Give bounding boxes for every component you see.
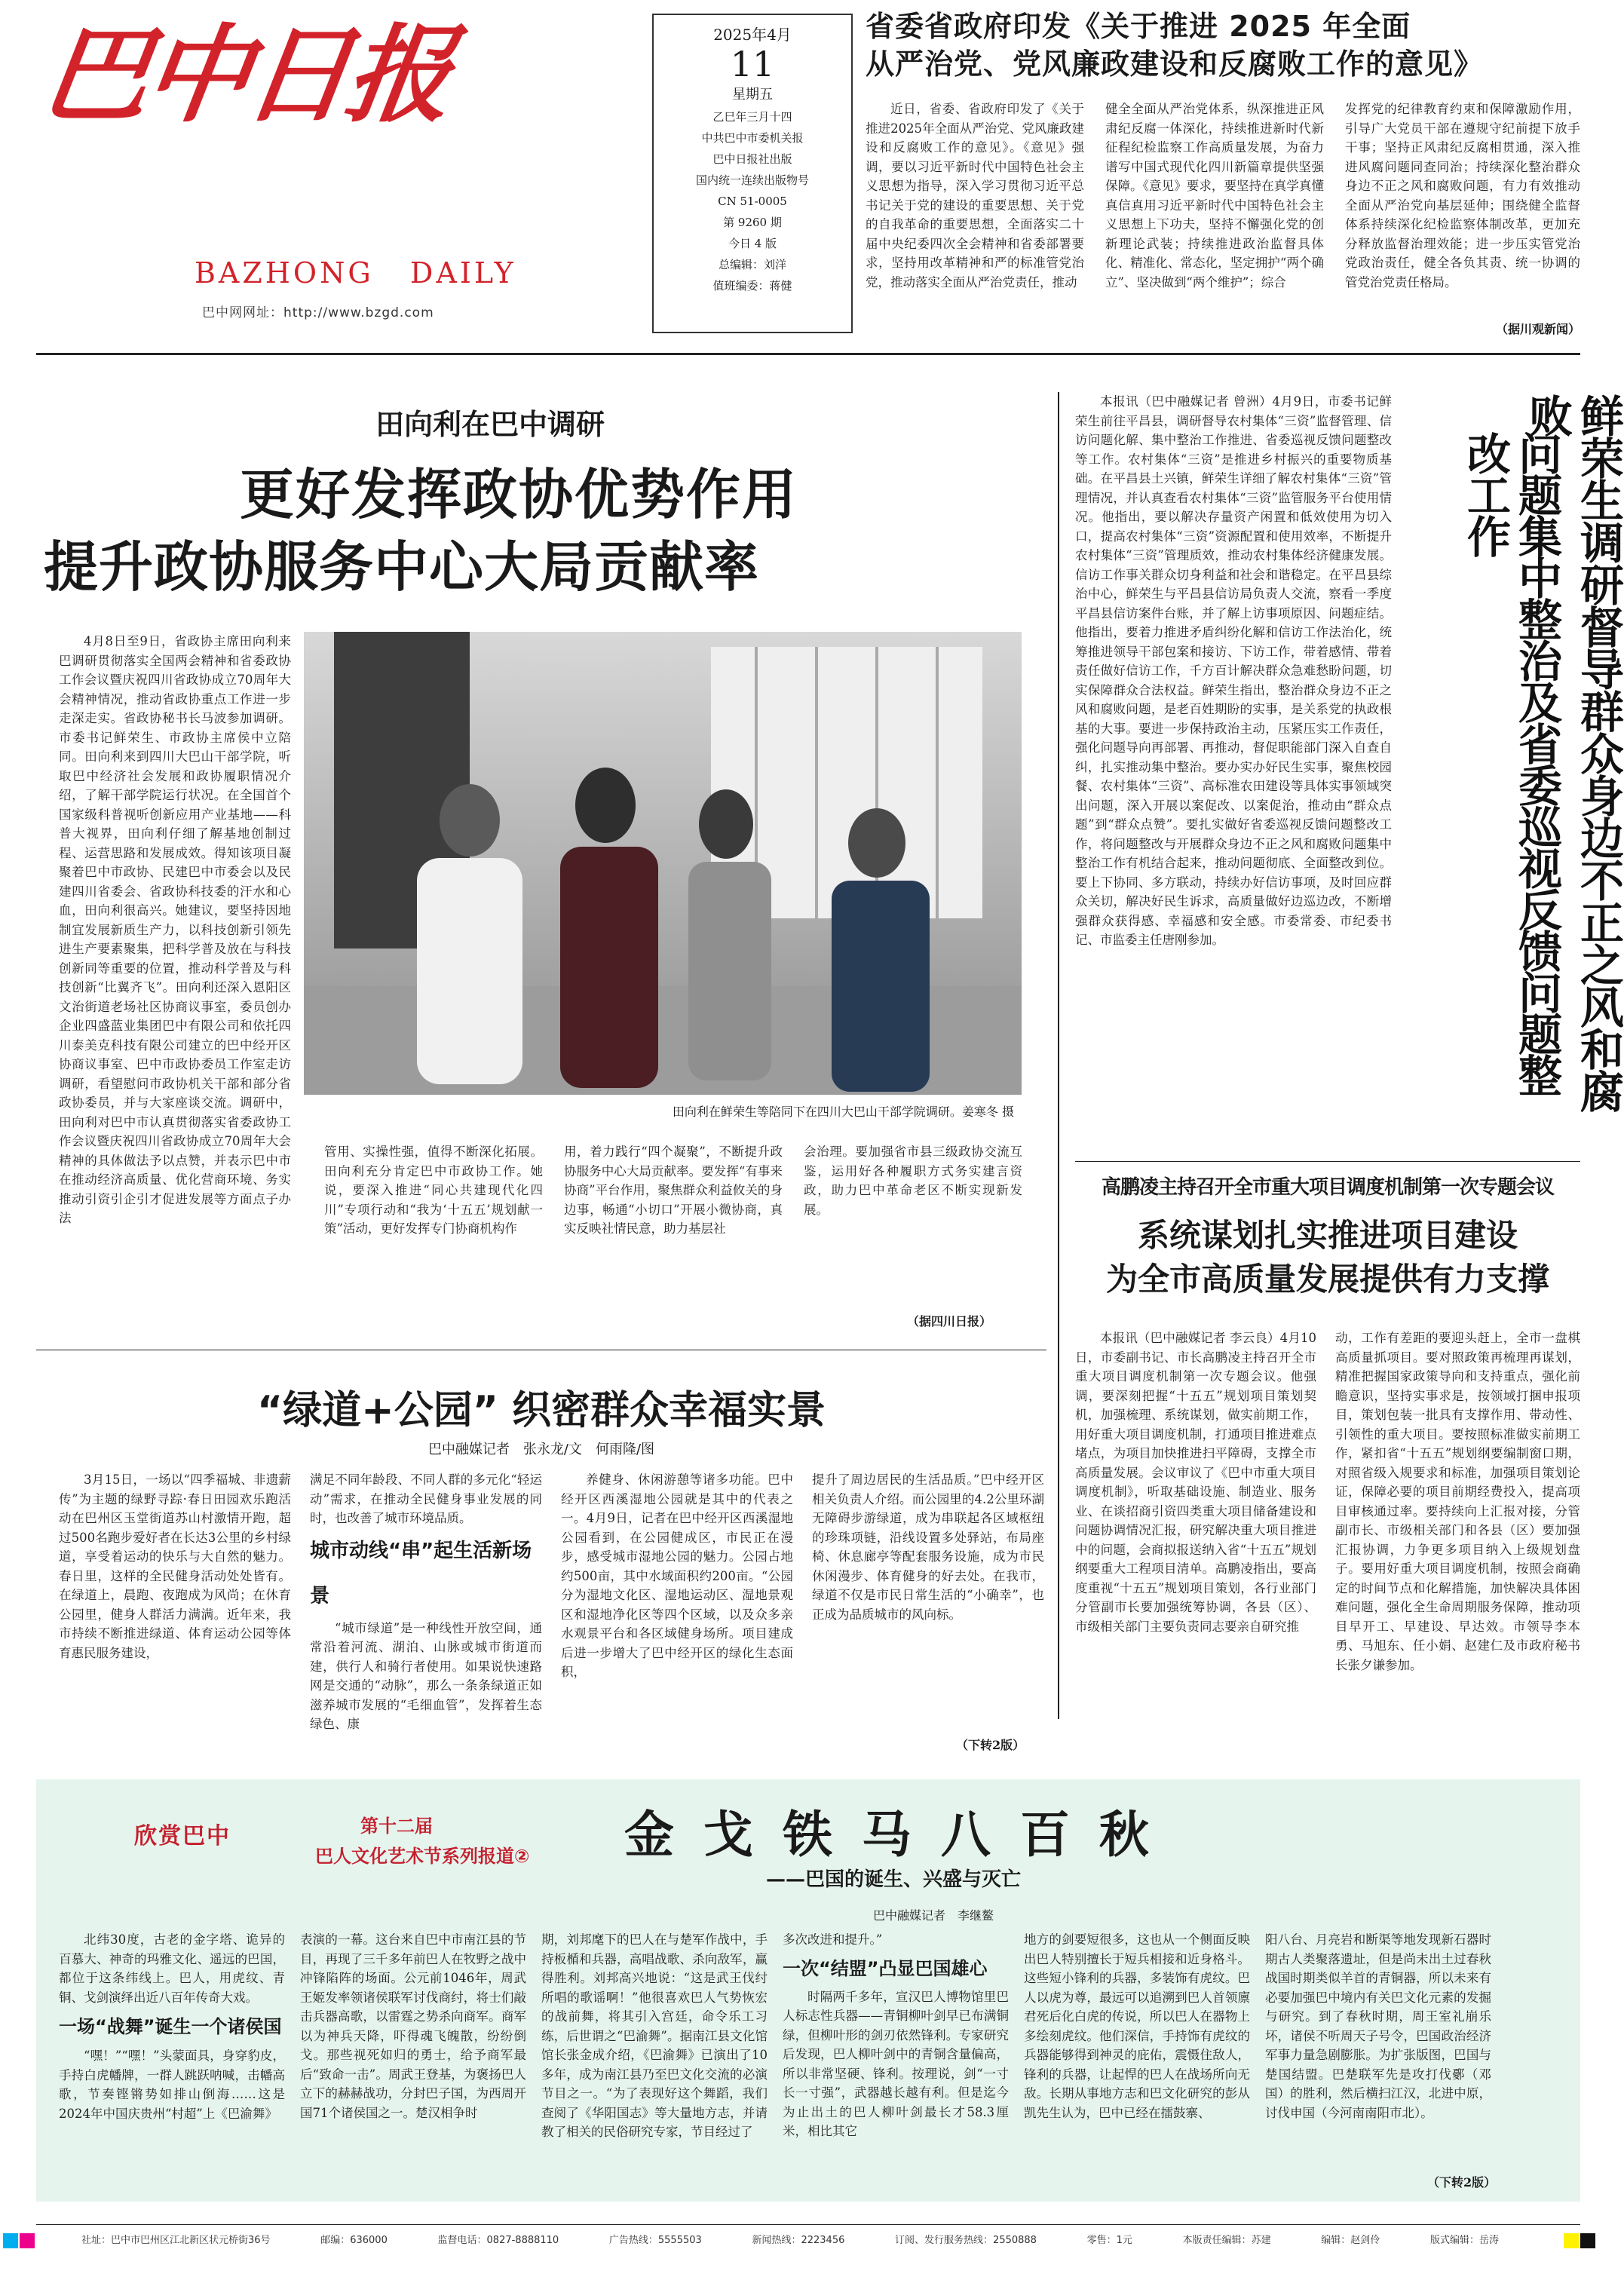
culture-col-6: 阳八台、月亮岩和断渠等地发现新石器时期古人类聚落遗址，但是尚未出土过春秋战国时期类似羊首的青铜器，所以未来有必要加强巴中境内有关巴文化元素的发掘与研究。到了春秋时期，周王室礼崩乐坏，诸侯不听周天子号令，巴国政治经济军事力量急剧膨胀。为扩张版图，巴国与楚国结盟。巴楚联军先是攻打伐鄾（邓国）的胜利，然后横扫江汉，北进中原，讨伐申国（今河南南阳市北）。 (1265, 1932, 1491, 2120)
greenway-subhead: 城市动线“串”起生活新场景 (310, 1539, 532, 1607)
top-story-headline-2: 从严治党、党风廉政建设和反腐败工作的意见》 (866, 48, 1484, 81)
culture-col-3: 期，刘邦麾下的巴人在与楚军作战中，手持板楯和兵器，高唱战歌、杀向敌军，赢得胜利。刘邦高兴地说：“这是武王伐纣所唱的歌谣啊！”他很喜欢巴人气势恢宏的战前舞，将其引入宫廷，命令乐工习练，后世谓之“巴渝舞”。据南江县文化馆馆长张金成介绍，《巴渝舞》已演出了10多年，成为南江县乃至巴文化交流的必演节目之一。“为了表现好这个舞蹈，我们查阅了《华阳国志》等大量地方志，并请教了相关的民俗研究专家，节目经过了 (541, 1932, 768, 2139)
footer-address: 社址：巴中市巴州区江北新区状元桥街36号 (81, 2235, 271, 2246)
culture-banner (112, 1802, 564, 1892)
culture-col-4 (783, 1930, 1009, 2190)
right-vertical-headline-b: 问题集中整治及省委巡视反馈问题整改工作 (1460, 431, 1562, 1095)
project-kicker: 高鹏凌主持召开全市重大项目调度机制第一次专题会议 (1101, 1176, 1554, 1199)
lead-source: （据四川日报） (907, 1314, 992, 1328)
festival-line-2: 巴人文化艺术节系列报道② (315, 1846, 530, 1867)
culture-byline: 巴中融媒记者 李继鳌 (873, 1908, 994, 1923)
project-col-1: 本报讯（巴中融媒记者 李云良）4月10日，市委副书记、市长高鹏凌主持召开全市重大项目调度机制第一次专题会议。他强调，要深刻把握“十五五”规划项目策划契机，加强梳理、系统谋划，做实前期工作，用好重大项目调度机制，打通项目推进难点堵点，为项目加快推进扫平障碍，支撑全市高质量发展。会议审议了《巴中市重大项目调度机制》，听取基础设施、制造业、服务业、在谈招商引资四类重大项目储备建设和问题协调情况汇报，研究解决重大项目推进中的问题，会商拟报送纳入省“十五五”规划纲要重大工程项目清单。高鹏凌指出，要高度重视“十五五”规划项目策划，各行业部门分管副市长要加强统筹协调，各县（区）、市级相关部门主要负责同志要亲自研究推 (1075, 1331, 1316, 1634)
column-divider (1058, 392, 1059, 1719)
logo-text: 巴中日报 (35, 14, 457, 137)
right-vertical-body: 本报讯（巴中融媒记者 曾洲）4月9日，市委书记鲜荣生前往平昌县，调研督导农村集体“三资”监督管理、信访问题化解、集中整治工作推进、省委巡视反馈问题整改等工作。农村集体“三资”是推进乡村振兴的重要物质基础。在平昌县土兴镇，鲜荣生详细了解农村集体“三资”管理情况，并认真查看农村集体“三资”监管服务平台使用情况。他指出，要以解决存量资产闲置和低效使用为切入口，提高农村集体“三资”资源配置和使用效率，不断提升农村集体“三资”管理质效，推动农村集体经济健康发展。信访工作事关群众切身利益和社会和谐稳定。在平昌县综治中心，鲜荣生与平昌县信访局负责人交流，察看一季度平昌县信访案件台账，并了解上访事项原因、问题症结。他指出，要着力推进矛盾纠纷化解和信访工作法治化，统筹推进领导干部包案和接访、下访工作，带着感情、带着责任做好信访工作，千方百计解决群众急难愁盼问题，切实保障群众合法权益。鲜荣生指出，整治群众身边不正之风和腐败问题，是老百姓期盼的实事，是关系党的执政根基的大事。要进一步保持政治主动，压紧压实工作责任，强化问题导向再部署、再推动，督促职能部门深入自查自纠，扎实推动集中整治。要办实办好民生实事，聚焦校园餐、农村集体“三资”、高标准农田建设等具体实事领域突出问题，深入开展以案促改、以案促治，推动由“群众点题”到“群众点赞”。要扎实做好省委巡视反馈问题整改工作，将问题整改与开展群众身边不正之风和腐败问题集中整治工作有机结合起来，推动问题彻底、全面整改到位。要上下协同、多方联动，持续办好信访事项，及时回应群众关切，解决好民生诉求，高质量做好边巡边改，不断增强群众获得感、幸福感和安全感。市委常委、市纪委书记、市监委主任唐刚参加。 (1075, 394, 1392, 947)
weekday: 星期五 (732, 87, 773, 103)
page-count: 今日 4 版 (728, 237, 777, 250)
footer-hotline: 新闻热线：2223456 (752, 2235, 845, 2246)
chief-editor: 总编辑：刘洋 (718, 258, 786, 271)
footer (81, 2232, 1499, 2254)
greenway-byline: 巴中融媒记者 张永龙/文 何雨隆/图 (427, 1442, 655, 1457)
right-vertical-headline-a: 鲜荣生调研督导群众身边不正之风和腐败 (1521, 394, 1624, 1111)
greenway-col-2 (310, 1470, 542, 1757)
culture-subhead-1: 一场“战舞”诞生一个诸侯国 (59, 2016, 282, 2037)
culture-col-1b: “嘿！”“嘿！”头蒙面具，身穿豹皮，手持白虎幡牌，一群人跳跃呐喊，击幡高歌，节奏铿锵势如排山倒海……这是2024年中国庆贵州“村超”上《巴渝舞》 (59, 2049, 285, 2121)
issue-number: 第 9260 期 (723, 216, 782, 229)
lead-story (36, 392, 1046, 1342)
english-name: BAZHONG DAILY (195, 256, 516, 290)
lead-col-2: 管用、实操性强，值得不断深化拓展。田向利充分肯定巴中市政协工作。她说，要深入推进“同心共建现代化四川”专项行动和“我为‘十五五’规划献一策”活动，更好发挥专门协商机构作 (324, 1145, 543, 1236)
footer-supervision: 监督电话：0827-8888110 (437, 2235, 559, 2246)
officials-visit-photo (304, 632, 1022, 1129)
greenway-col-1: 3月15日，一场以“四季福城、非遗薪传”为主题的绿野寻踪·春日田园欢乐跑活动在巴州区玉堂街道苏山村激情开跑，超过500名跑步爱好者在长达3公里的乡村绿道，享受着运动的快乐与大自然的魅力。春日里，这样的全民健身活动处处皆有。在绿道上，晨跑、夜跑成为风尚；在休育公园里，健身人群活力满满。近年来，我市持续不断推进绿道、体育运动公园等体育惠民服务建设， (59, 1472, 291, 1660)
culture-col-5: 地方的剑要短很多，这也从一个侧面反映出巴人特别擅长于短兵相接和近身格斗。这些短小锋利的兵器，多装饰有虎纹。巴人以虎为尊，最远可以追溯到巴人首领廪君死后化白虎的传说，所以巴人在器物上多绘刻虎纹。他们深信，手持饰有虎纹的兵器能够得到神灵的庇佑，震慑住敌人，锋利的兵器，让起悍的巴人在战场所向无敌。长期从事地方志和巴文化研究的彭从凯先生认为，巴中已经在擂鼓寨、 (1024, 1932, 1250, 2120)
footer-editor: 本版责任编辑：苏建 (1182, 2235, 1271, 2246)
project-headline-2: 为全市高质量发展提供有力支撑 (1105, 1261, 1549, 1298)
lead-headline-2: 提升政协服务中心大局贡献率 (44, 535, 760, 599)
registration-mark-cyan (3, 2233, 18, 2248)
right-vertical-story (1075, 392, 1624, 1146)
masthead-logo (35, 14, 516, 320)
date-year-month: 2025年4月 (713, 26, 792, 44)
issn-label: 国内统一连续出版物号 (695, 173, 809, 187)
lunar-date: 乙巳年三月十四 (712, 110, 792, 124)
lead-headline-1: 更好发挥政协优势作用 (240, 463, 798, 526)
footer-editor-2: 编辑：赵剑伶 (1321, 2235, 1380, 2246)
top-story-source: （据川观新闻） (1495, 322, 1580, 336)
newspaper-front-page (35, 0, 1624, 2280)
greenway-col-3: 养健身、休闲游憩等诸多功能。巴中经开区西溪湿地公园就是其中的代表之一。4月9日，记者在巴中经开区西溪湿地公园看到，在公园健成区，市民正在漫步，感受城市湿地公园的魅力。公园占地约500亩，其中水域面积约200亩。“公园分为湿地文化区、湿地运动区、湿地景观区和湿地净化区等四个区域，以及众多亲水观景平台和各区域健身场所。项目建成后进一步增大了巴中经开区的绿化生态面积， (561, 1472, 793, 1679)
footer-price: 零售：1元 (1086, 2235, 1132, 2246)
project-col-2: 动，工作有差距的要迎头赶上，全市一盘棋高质量抓项目。要对照政策再梳理再谋划，精准把握国家政策导向和支持重点，强化前瞻意识，坚持实事求是，按领域打捆申报项目，策划包装一批具有支撑作用、带动性、引领性的重大项目。要按照标准做实前期工作，紧扣省“十五五”规划纲要编制窗口期，对照省级入规要求和标准，加强项目策划论证，保障必要的项目前期经费投入，提高项目审核通过率。要持续向上汇报对接，分管副市长、市级相关部门和各县（区）要加强汇报协调，力争更多项目纳入上级规划盘子。要用好重大项目调度机制，按照会商确定的时间节点和化解措施，加快解决具体困难问题，强化全生命周期服务保障，推动项目早开工、早建设、早达效。市领导李本勇、马旭东、任小娟、赵建仁及市政府秘书长张夕谦参加。 (1335, 1331, 1580, 1672)
registration-mark-black (1580, 2233, 1595, 2248)
photo-caption: 田向利在鲜荣生等陪同下在四川大巴山干部学院调研。姜寒冬 摄 (304, 1095, 1022, 1129)
banner-label: 欣赏巴中 (134, 1823, 231, 1849)
footer-postcode: 邮编：636000 (320, 2235, 388, 2246)
greenway-col-2a: 满足不同年龄段、不同人群的多元化“轻运动”需求，在推动全民健身事业发展的同时，也改善了城市环境品质。 (310, 1472, 542, 1525)
footer-rule (36, 2224, 1580, 2225)
lead-col-1: 4月8日至9日，省政协主席田向利来巴调研贯彻落实全国两会精神和省委政协工作会议暨庆祝四川省政协成立70周年大会精神情况，推动省政协重点工作进一步走深走实。省政协秘书长马波参加调研。市委书记鲜荣生、市政协主席侯中立陪同。田向利来到四川大巴山干部学院，听取巴中经济社会发展和政协履职情况介绍，了解干部学院运行状况。在全国首个国家级科普视听创新应用产业基地——科普大视界，田向利仔细了解基地创制过程、运营思路和发展成效。得知该项目凝聚着巴中市政协、民建巴中市委会以及民建四川省委会、省政协科技委的汗水和心血，田向利很高兴。她建议，要坚持因地制宜发展新质生产力，以科技创新引领先进生产要素聚集，把科学普及放在与科技创新同等重要的位置，推动科学普及与科技创新“比翼齐飞”。田向利还深入恩阳区文治街道老场社区协商议事室，委员创办企业四盛蓝业集团巴中有限公司和依托四川泰美克科技有限公司建立的巴中经开区协商议事室、巴中市政协委员工作室走访调研，看望慰问市政协机关干部和部分省政协委员，并与大家座谈交流。调研中，田向利对巴中市认真贯彻落实省委政协工作会议暨庆祝四川省政协成立70周年大会精神的具体做法予以点赞，并表示巴中市在推动经济高质量、优化营商环境、务实推动引资引企引才促进发展等方面点子办法 (59, 634, 291, 1225)
organizer: 中共巴中市委机关报 (701, 131, 804, 145)
masthead-divider (36, 353, 1580, 355)
culture-headline: 金 戈 铁 马 八 百 秋 (624, 1806, 1155, 1864)
culture-col-1 (59, 1930, 285, 2190)
date-day: 11 (730, 44, 775, 84)
greenway-story (36, 1350, 1046, 1764)
website: 巴中网网址：http://www.bzgd.com (202, 305, 434, 320)
top-story-headline-1: 省委省政府印发《关于推进 2025 年全面 (866, 10, 1411, 43)
lead-col-4: 会治理。要加强省市县三级政协交流互鉴，运用好各种履职方式务实建言资政，助力巴中革命老区不断实现新发展。 (804, 1145, 1022, 1217)
greenway-col-4: 提升了周边居民的生活品质。”巴中经开区相关负责人介绍。而公园里的4.2公里环湖无障碍步游绿道，成为串联起各区域枢纽的珍珠项链，沿线设置多处驿站，布局座椅、休息廊亭等配套服务设施，成为市民休闲漫步、体育健身的好去处。在我市，绿道不仅是市民日常生活的“小确幸”，也正成为品质城市的风向标。 (812, 1472, 1044, 1622)
top-story-col-2: 健全全面从严治党体系，纵深推进正风肃纪反腐一体深化，持续推进新时代新征程纪检监察工作高质量发展，为奋力谱写中国式现代化四川新篇章提供坚强保障。《意见》要求，要坚持在真学真懂真信真用习近平新时代中国特色社会主义思想上下功夫，坚持不懈强化党的创新理论武装；持续推进政治监督具体化、精准化、常态化，坚定拥护“两个确立”、坚决做到“两个维护”；综合 (1105, 102, 1324, 290)
culture-subheadline: ——巴国的诞生、兴盛与灭亡 (766, 1868, 1022, 1891)
registration-mark-magenta (20, 2233, 35, 2248)
top-story (866, 8, 1580, 339)
greenway-col-2b: “城市绿道”是一种线性开放空间，通常沿着河流、湖泊、山脉或城市街道而建，供行人和骑行者使用。如果说快速路网是交通的“动脉”，那么一条条绿道正如滋养城市发展的“毛细血管”，发挥着生态绿色、康 (310, 1620, 542, 1731)
lead-col-3: 用，着力践行“四个凝聚”，不断提升政协服务中心大局贡献率。要发挥“有事来协商”平台作用，聚焦群众利益攸关的身边事，畅通“小切口”开展小微协商，真实反映社情民意，助力基层社 (564, 1145, 783, 1236)
lead-kicker: 田向利在巴中调研 (375, 408, 605, 441)
culture-col-1a: 北纬30度，古老的金字塔、诡异的百慕大、神奇的玛雅文化、遥远的巴国，都位于这条纬线上。巴人，用虎纹、青铜、戈剑演绎出近八百年传奇大戏。 (59, 1932, 285, 2005)
greenway-continued: （下转2版） (956, 1738, 1025, 1752)
cn-number: CN 51-0005 (718, 195, 787, 208)
top-story-col-1: 近日，省委、省政府印发了《关于推进2025年全面从严治党、党风廉政建设和反腐败工作的意见》。《意见》强调，要以习近平新时代中国特色社会主义思想为指导，深入学习贯彻习近平总书记关于党的建设的重要思想、关于党的自我革命的重要思想，全面落实二十届中央纪委四次全会精神和省委部署要求，坚持用改革精神和严的标准管党治党，推动落实全面从严治党责任，推动 (866, 102, 1084, 290)
top-story-col-3: 发挥党的纪律教育约束和保障激励作用，引导广大党员干部在遵规守纪前提下放手干事；坚持正风肃纪反腐相贯通，深入推进风腐问题同查同治；持续深化整治群众身边不正之风和腐败问题，有力有效推动全面从严治党向基层延伸；围绕健全监督体系持续深化纪检监察体制改革，更加充分释放监督治理效能；进一步压实管党治党政治责任，健全各负其责、统一协调的管党治党责任格局。 (1345, 102, 1580, 290)
footer-layout: 版式编辑：岳涛 (1429, 2235, 1499, 2246)
greenway-headline: “绿道+公园” 织密群众幸福实景 (256, 1388, 826, 1433)
project-top-rule (1075, 1161, 1580, 1162)
footer-ad: 广告热线：5555503 (608, 2235, 702, 2246)
registration-mark-yellow (1564, 2233, 1579, 2248)
footer-subscribe: 订阅、发行服务热线：2550888 (895, 2235, 1037, 2246)
culture-section (36, 1779, 1580, 2202)
culture-subhead-2: 一次“结盟”凸显巴国雄心 (783, 1957, 988, 1979)
project-headline-1: 系统谋划扎实推进项目建设 (1137, 1217, 1518, 1254)
culture-continued: （下转2版） (1427, 2175, 1497, 2190)
culture-col-4a: 多次改进和提升。” (783, 1932, 883, 1947)
project-story (1075, 1161, 1580, 1749)
culture-col-2: 表演的一幕。这台来自巴中市南江县的节目，再现了三千多年前巴人在牧野之战中冲锋陷阵的场面。公元前1046年，周武王姬发率领诸侯联军讨伐商纣，将士们敲击兵器高歌，以雷霆之势杀向商军。商军以为神兵天降，吓得魂飞魄散，纷纷倒戈。那些视死如归的勇士，给予商军最后“致命一击”。周武王登基，为褒扬巴人立下的赫赫战功，分封巴子国，为西周开国71个诸侯国之一。楚汉相争时 (300, 1932, 526, 2120)
culture-col-4b: 时隔两千多年，宣汉巴人博物馆里巴人标志性兵器——青铜柳叶剑早已布满铜绿，但柳叶形的剑刃依然锋利。专家研究后发现，巴人柳叶剑中的青铜含量偏高，所以非常坚硬、锋利。按理说，剑“一寸长一寸强”，武器越长越有利。但是迄今为止出土的巴人柳叶剑最长才58.3厘米，相比其它 (783, 1989, 1009, 2138)
masthead-info-box (652, 14, 853, 333)
shift-editor: 值班编委：蒋健 (712, 279, 792, 293)
publisher: 巴中日报社出版 (712, 152, 792, 166)
lead-photo (304, 632, 1022, 1129)
festival-line-1: 第十二届 (360, 1816, 433, 1837)
